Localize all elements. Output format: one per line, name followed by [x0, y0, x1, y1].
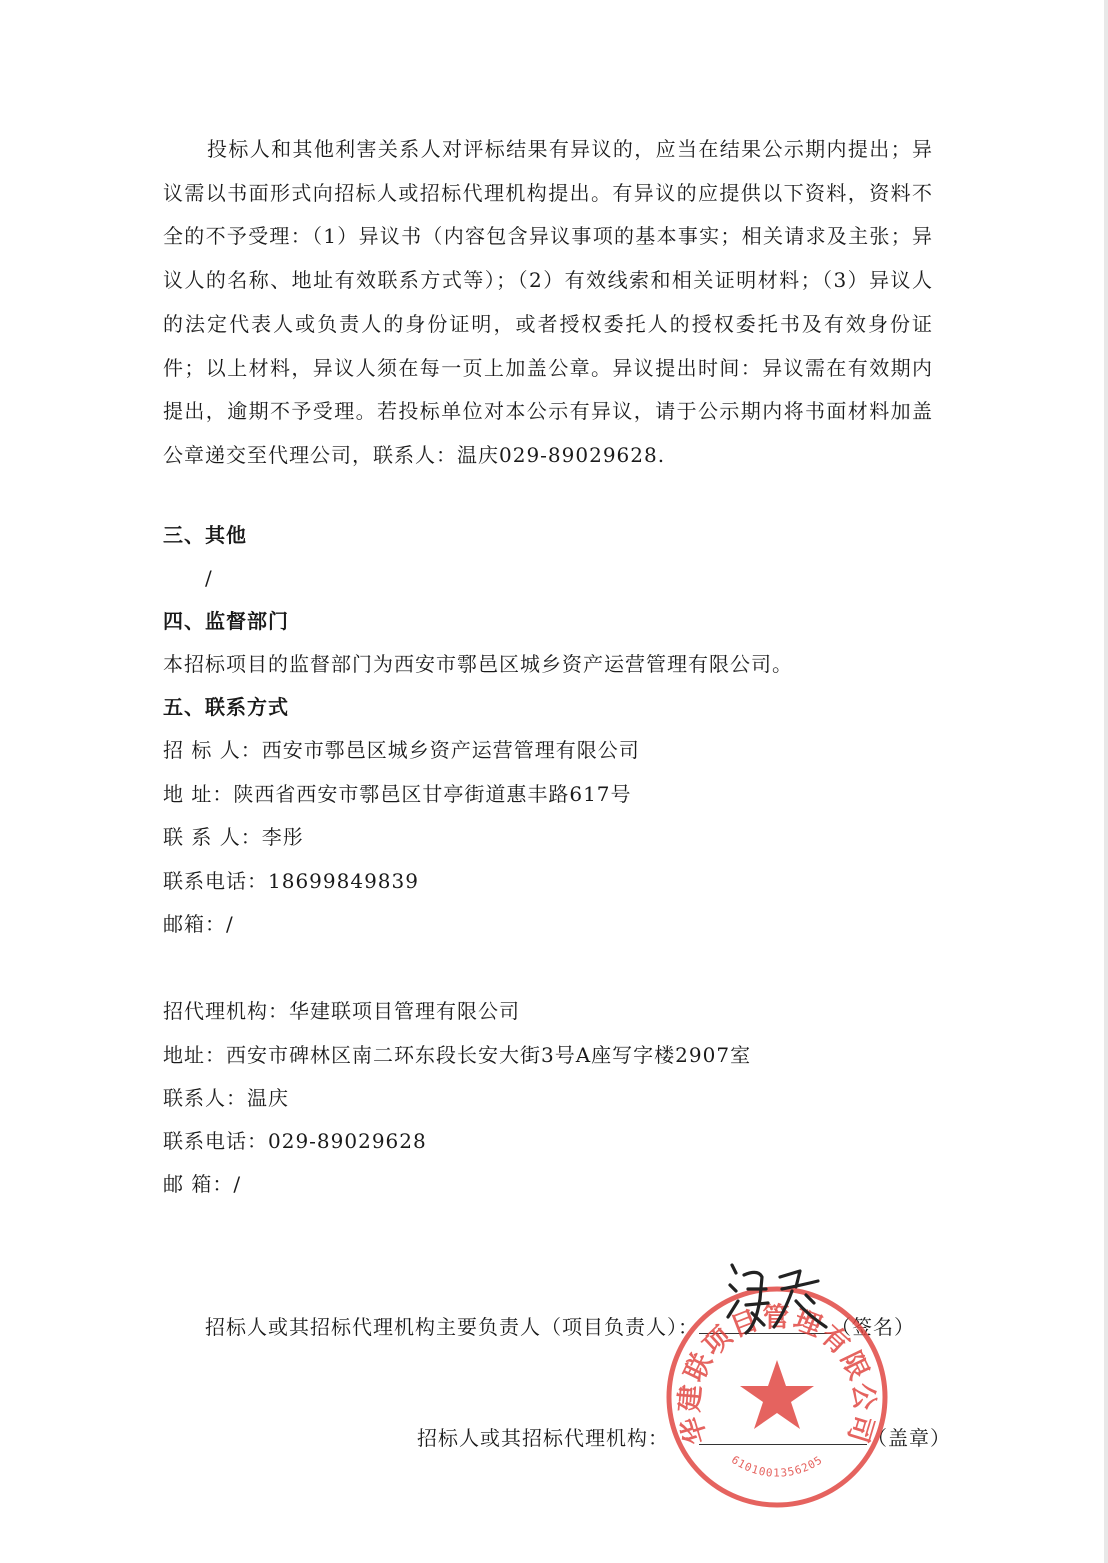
seal-text: 华建联项目管理有限公司 [674, 1302, 880, 1448]
star-icon [740, 1360, 814, 1429]
tenderer-email: 邮箱：/ [163, 912, 234, 936]
tenderer-phone: 联系电话：18699849839 [163, 869, 419, 893]
agency-label: 招标人或其招标代理机构： [417, 1426, 669, 1450]
section4-content: 本招标项目的监督部门为西安市鄠邑区城乡资产运营管理有限公司。 [163, 652, 793, 676]
agency-contact: 联系人：温庆 [163, 1086, 289, 1110]
section4-title: 四、监督部门 [163, 609, 289, 633]
agency-phone: 联系电话：029-89029628 [163, 1129, 427, 1153]
scan-edge [1104, 0, 1108, 1563]
tenderer-address: 地 址：陕西省西安市鄠邑区甘亭街道惠丰路617号 [163, 782, 632, 806]
tenderer-contact: 联 系 人：李彤 [163, 825, 304, 849]
principal-label: 招标人或其招标代理机构主要负责人（项目负责人）： [205, 1315, 699, 1339]
principal-suffix: （签名） [831, 1315, 915, 1339]
tenderer-name: 招 标 人：西安市鄠邑区城乡资产运营管理有限公司 [163, 738, 640, 762]
seal-serial: 6101001356205 [728, 1453, 826, 1480]
handwritten-signature [722, 1255, 832, 1340]
objection-paragraph: 投标人和其他利害关系人对评标结果有异议的，应当在结果公示期内提出；异议需以书面形式向招标人或招标代理机构提出。有异议的应提供以下资料，资料不全的不予受理：（1）异议书（内容包含异议事项的基本事实；相关请求及主张；异议人的名称、地址有效联系方式等）；（2）有效线索和相关证明材料；（3）异议人的法定代表人或负责人的身份证明，或者授权委托人的授权委托书及有效身份证件；以上材料，异议人须在每一页上加盖公章。异议提出时间：异议需在有效期内提出，逾期不予受理。若投标单位对本公示有异议，请于公示期内将书面材料加盖公章递交至代理公司，联系人：温庆029-89029628. [163, 137, 933, 467]
section3-title: 三、其他 [163, 523, 247, 547]
section5-title: 五、联系方式 [163, 695, 289, 719]
agency-suffix: （盖章） [867, 1426, 951, 1450]
agency-address: 地址：西安市碑林区南二环东段长安大街3号A座写字楼2907室 [163, 1043, 752, 1067]
agency-email: 邮 箱：/ [163, 1172, 242, 1196]
section3-content: / [205, 566, 213, 590]
agency-name: 招代理机构：华建联项目管理有限公司 [163, 999, 520, 1023]
